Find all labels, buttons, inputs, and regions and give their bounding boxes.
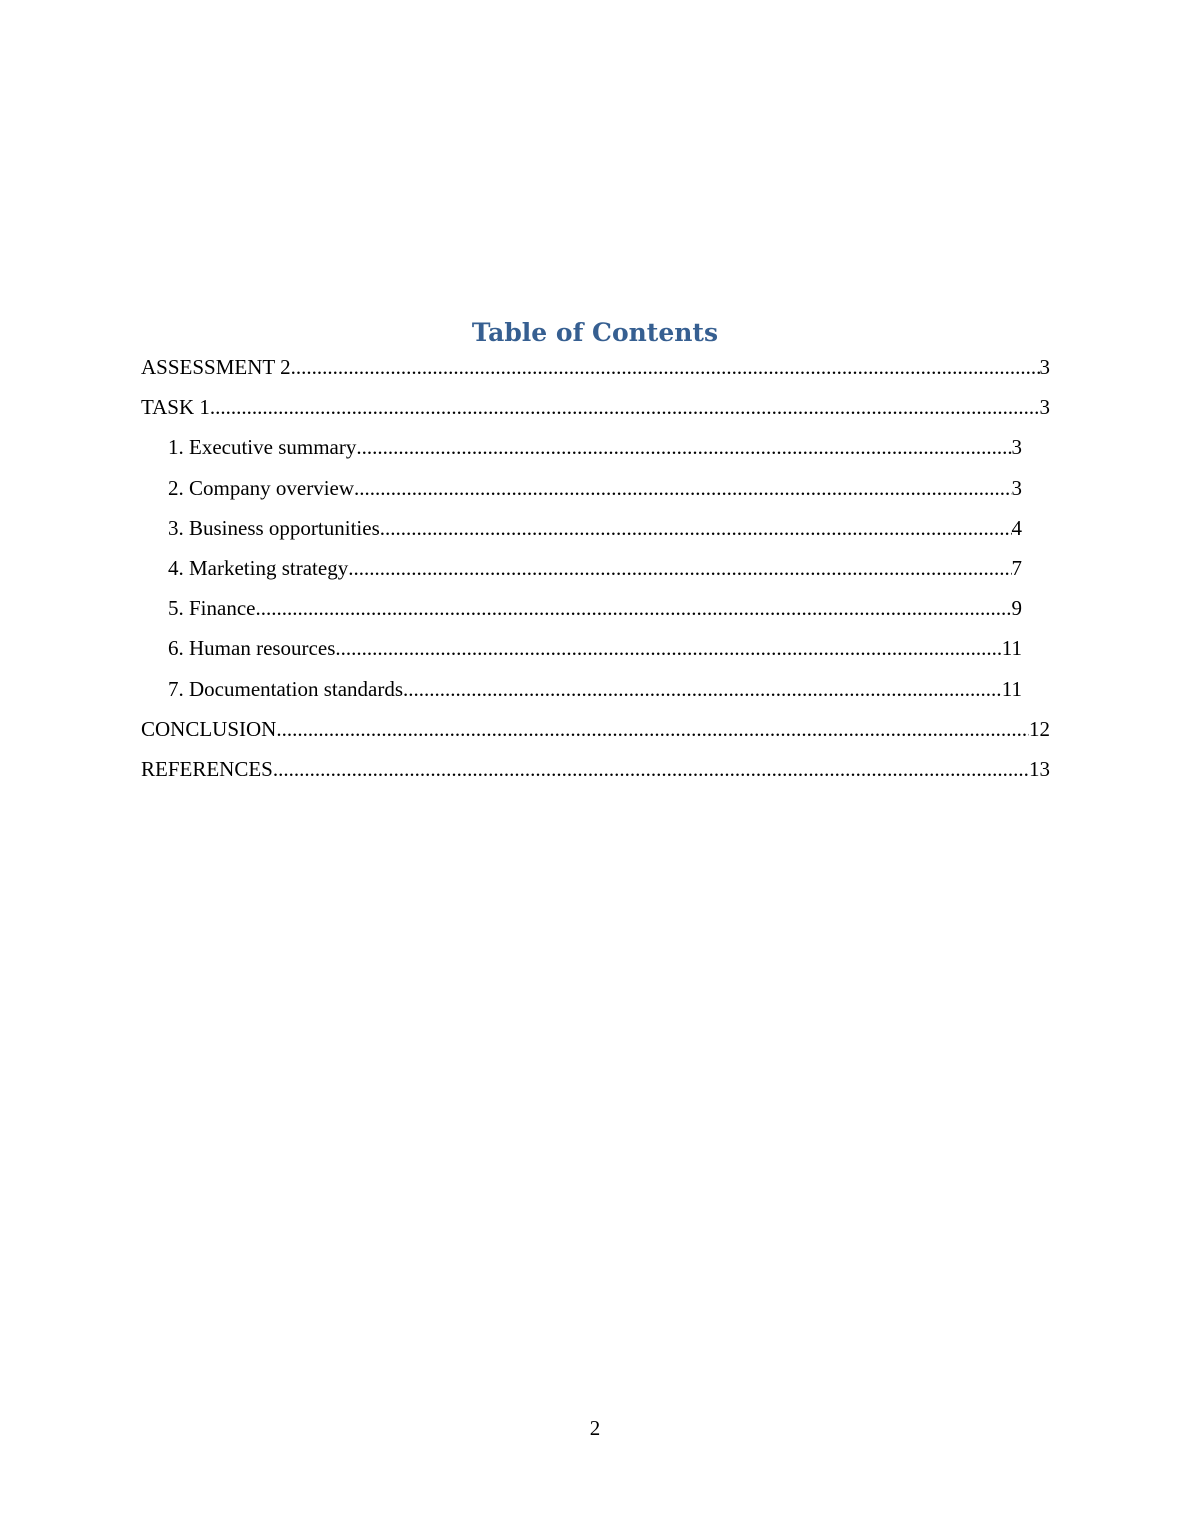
toc-title: Table of Contents — [471, 318, 719, 347]
toc-entry-label: REFERENCES — [141, 756, 273, 781]
page-number: 2 — [589, 1416, 601, 1440]
toc-dot-leader — [335, 633, 1001, 663]
toc-entry-label: 4. Marketing strategy — [168, 555, 349, 580]
toc-entry-page: 3 — [1039, 395, 1050, 420]
toc-entry-page: 12 — [1029, 716, 1050, 741]
toc-dot-leader — [348, 553, 1011, 583]
toc-entry-page: 11 — [1001, 636, 1022, 661]
toc-entry-label: 5. Finance — [168, 596, 256, 621]
toc-entry-marketing-strategy[interactable] — [168, 553, 1022, 593]
toc-dot-leader — [255, 593, 1011, 623]
toc-entry-page: 3 — [1011, 475, 1022, 500]
toc-entry-label: 7. Documentation standards — [168, 676, 404, 701]
toc-entry-label: 6. Human resources — [168, 636, 336, 661]
toc-entry-assessment-2[interactable] — [141, 352, 1050, 392]
toc-entry-page: 3 — [1039, 355, 1050, 379]
toc-dot-leader — [291, 352, 1040, 382]
toc-entry-label: 2. Company overview — [168, 475, 355, 500]
toc-entry-executive-summary[interactable] — [168, 432, 1022, 472]
toc-dot-leader — [354, 473, 1011, 503]
toc-dot-leader — [276, 714, 1029, 744]
toc-entry-page: 11 — [1001, 676, 1022, 701]
toc-dot-leader — [273, 754, 1029, 784]
toc-entry-page: 9 — [1011, 596, 1022, 621]
toc-entry-page: 7 — [1011, 555, 1022, 580]
toc-entry-label: CONCLUSION — [141, 716, 277, 741]
toc-entry-page: 3 — [1011, 435, 1022, 460]
toc-entry-company-overview[interactable] — [168, 473, 1022, 513]
toc-entry-page: 4 — [1011, 515, 1022, 540]
toc-entry-business-opportunities[interactable] — [168, 513, 1022, 553]
toc-entry-human-resources[interactable] — [168, 633, 1022, 673]
toc-entry-label: 3. Business opportunities — [168, 515, 380, 540]
toc-dot-leader — [356, 432, 1011, 462]
toc-entry-conclusion[interactable] — [141, 714, 1050, 754]
toc-dot-leader — [380, 513, 1012, 543]
toc-entry-documentation-standards[interactable] — [168, 674, 1022, 714]
toc-entry-label: ASSESSMENT 2 — [141, 355, 291, 379]
toc-entry-references[interactable] — [141, 754, 1050, 794]
toc-entry-label: 1. Executive summary — [168, 435, 357, 460]
toc-entry-label: TASK 1 — [141, 395, 210, 420]
table-of-contents — [0, 352, 1190, 794]
toc-entry-page: 13 — [1029, 756, 1050, 781]
toc-entry-finance[interactable] — [168, 593, 1022, 633]
toc-dot-leader — [210, 392, 1040, 422]
toc-dot-leader — [403, 674, 1002, 704]
toc-entry-task-1[interactable] — [141, 392, 1050, 432]
